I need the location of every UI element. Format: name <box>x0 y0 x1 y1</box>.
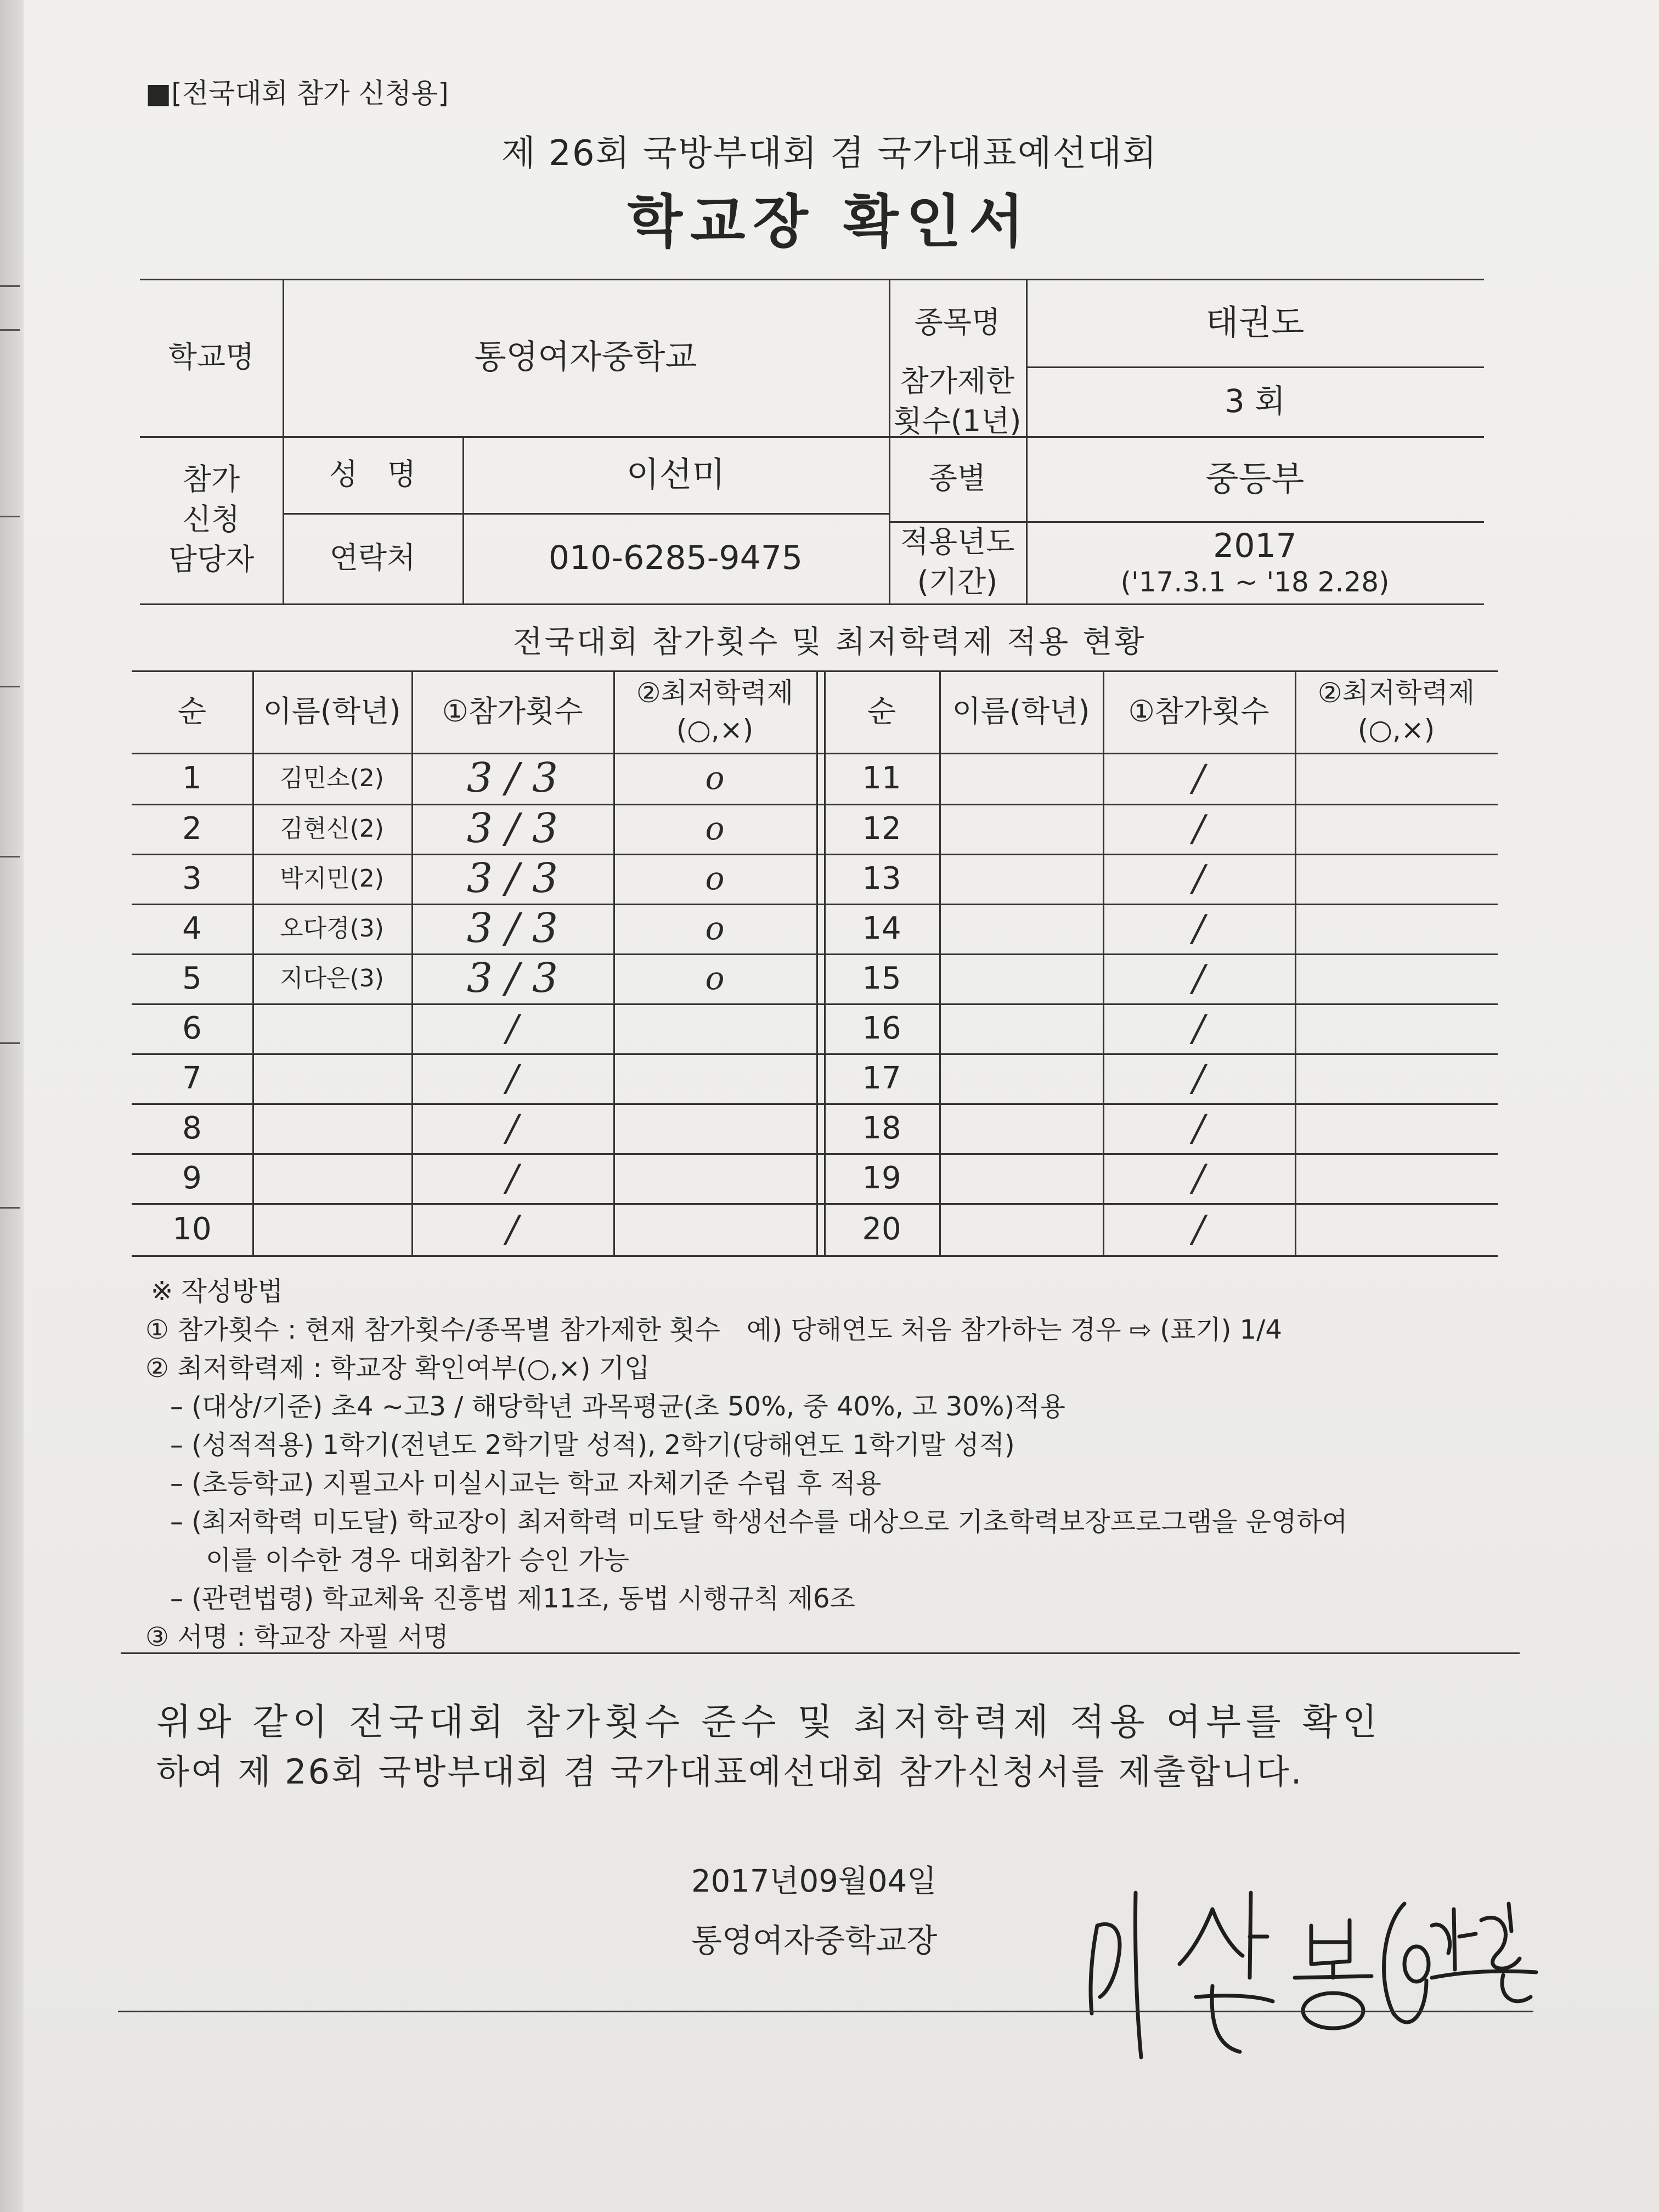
row-count: / <box>506 1057 519 1099</box>
row-seq: 13 <box>862 860 901 896</box>
row-seq: 10 <box>172 1211 212 1247</box>
declaration-line-1: 위와 같이 전국대회 참가횟수 준수 및 최저학력제 적용 여부를 확인 <box>156 1701 1383 1743</box>
row-seq: 14 <box>862 910 901 946</box>
row-seq: 19 <box>862 1160 901 1196</box>
school-name-label: 학교명 <box>168 340 255 375</box>
row-seq: 1 <box>182 760 202 796</box>
header-min-right <box>1295 670 1498 753</box>
row-count: / <box>506 1107 519 1149</box>
row-count: / <box>1192 957 1205 1000</box>
applicable-year-label <box>889 521 1026 603</box>
row-min <box>1295 854 1498 904</box>
applicant-name-label: 성 명 <box>329 456 416 492</box>
applicant-label-line-1: 참가 <box>182 462 240 497</box>
header-min-left-line-2: (○,×) <box>676 714 754 746</box>
row-count: 3 / 3 <box>466 804 558 852</box>
adjacent-page-edge <box>0 0 22 2212</box>
applicant-name-value: 이선미 <box>626 454 725 495</box>
row-name <box>939 1003 1103 1053</box>
row-min: o <box>705 910 725 947</box>
applicable-year: 2017 <box>1213 527 1297 565</box>
header-count-right: ①참가횟수 <box>1128 693 1269 729</box>
instruction-line-4: – (성적적용) 1학기(전년도 2학기말 성적), 2학기(당해연도 1학기말 성적) <box>170 1430 1015 1460</box>
row-seq: 17 <box>862 1060 901 1096</box>
participation-limit-label-line-2: 횟수(1년) <box>893 403 1022 438</box>
row-count: 3 / 3 <box>466 754 558 802</box>
row-seq: 9 <box>182 1160 202 1196</box>
event-label: 종목명 <box>914 304 1001 340</box>
participation-limit-label-line-1: 참가제한 <box>900 363 1015 398</box>
header-min-right-line-1: ②최저학력제 <box>1317 676 1475 709</box>
row-name: 오다경(3) <box>280 914 384 943</box>
instruction-line-9: ③ 서명 : 학교장 자필 서명 <box>145 1622 449 1652</box>
row-min <box>1295 804 1498 854</box>
row-seq: 4 <box>182 910 202 946</box>
header-min-left <box>613 670 816 753</box>
instruction-line-5: – (초등학교) 지필고사 미실시교는 학교 자체기준 수립 후 적용 <box>170 1468 882 1499</box>
header-name-left: 이름(학년) <box>263 693 401 729</box>
row-count: / <box>506 1156 519 1199</box>
row-seq: 15 <box>862 960 901 996</box>
row-name <box>939 854 1103 904</box>
row-count: / <box>506 1207 519 1250</box>
row-min <box>613 1203 816 1255</box>
row-seq: 6 <box>182 1010 202 1046</box>
row-seq: 7 <box>182 1060 202 1096</box>
row-seq: 3 <box>182 860 202 896</box>
row-min <box>1295 953 1498 1003</box>
document-title: 학교장 확인서 <box>627 188 1032 255</box>
header-seq-right: 순 <box>867 693 896 729</box>
instruction-line-2: ② 최저학력제 : 학교장 확인여부(○,×) 기입 <box>145 1353 650 1384</box>
header-min-right-line-2: (○,×) <box>1357 714 1435 746</box>
row-seq: 8 <box>182 1110 202 1146</box>
row-name <box>252 1003 411 1053</box>
row-seq: 11 <box>862 760 901 796</box>
signature-date: 2017년09월04일 <box>691 1864 937 1899</box>
header-seq-left: 순 <box>177 693 207 729</box>
header-name-right: 이름(학년) <box>952 693 1090 729</box>
instruction-line-3: – (대상/기준) 초4 ~고3 / 해당학년 과목평균(초 50%, 중 40%, 고 30%)적용 <box>170 1391 1065 1422</box>
division-label: 종별 <box>928 461 986 496</box>
row-min <box>1295 753 1498 804</box>
row-name <box>939 1103 1103 1153</box>
row-min <box>1295 1153 1498 1203</box>
row-seq: 16 <box>862 1010 901 1046</box>
applicable-year-label-line-2: (기간) <box>917 565 998 599</box>
row-name <box>939 1053 1103 1103</box>
declaration-line-2: 하여 제 26회 국방부대회 겸 국가대표예선대회 참가신청서를 제출합니다. <box>156 1752 1304 1792</box>
row-seq: 20 <box>862 1211 901 1247</box>
row-name <box>939 904 1103 953</box>
bottom-divider <box>118 2011 1533 2012</box>
row-min <box>1295 1003 1498 1053</box>
contact-value: 010-6285-9475 <box>548 539 803 577</box>
division-value: 중등부 <box>1205 458 1305 499</box>
row-count: / <box>1192 1207 1205 1250</box>
divider <box>121 1652 1520 1654</box>
applicable-year-value <box>1026 521 1484 603</box>
instructions-heading: ※ 작성방법 <box>151 1276 283 1307</box>
instruction-line-7: 이를 이수한 경우 대회참가 승인 가능 <box>206 1545 629 1576</box>
row-name <box>939 1153 1103 1203</box>
applicant-label-line-3: 담당자 <box>168 541 255 577</box>
event-value: 태권도 <box>1205 302 1305 343</box>
contact-label: 연락처 <box>329 540 416 575</box>
instruction-line-8: – (관련법령) 학교체육 진흥법 제11조, 동법 시행규칙 제6조 <box>170 1583 855 1614</box>
applicant-label <box>140 436 283 603</box>
row-min <box>1295 904 1498 953</box>
applicant-label-line-2: 신청 <box>182 502 240 537</box>
row-count: / <box>1192 857 1205 900</box>
row-count: 3 / 3 <box>466 954 558 1002</box>
header-min-left-line-1: ②최저학력제 <box>636 676 794 709</box>
row-min <box>613 1003 816 1053</box>
row-min <box>613 1053 816 1103</box>
row-name <box>252 1103 411 1153</box>
row-count: / <box>1192 1057 1205 1099</box>
row-count: / <box>1192 757 1205 799</box>
row-name <box>252 1153 411 1203</box>
row-seq: 2 <box>182 810 202 847</box>
row-name: 박지민(2) <box>280 864 384 893</box>
participation-limit-label <box>889 363 1026 438</box>
handwritten-signature <box>1075 1860 1558 2068</box>
row-name <box>939 753 1103 804</box>
participation-limit-value: 3 회 <box>1224 382 1286 420</box>
row-count: 3 / 3 <box>466 854 558 902</box>
row-count: / <box>1192 807 1205 850</box>
row-count: / <box>1192 1156 1205 1199</box>
principal-title: 통영여자중학교장 <box>691 1922 938 1959</box>
row-name <box>252 1203 411 1255</box>
row-name <box>252 1053 411 1103</box>
row-name: 김민소(2) <box>280 764 384 792</box>
row-name <box>939 804 1103 854</box>
instruction-line-6: – (최저학력 미도달) 학교장이 최저학력 미도달 학생선수를 대상으로 기초학력보장프로그램을 운영하여 <box>170 1506 1348 1537</box>
row-min <box>613 1103 816 1153</box>
row-count: 3 / 3 <box>466 904 558 952</box>
row-count: / <box>506 1007 519 1049</box>
document-subtitle: 제 26회 국방부대회 겸 국가대표예선대회 <box>501 133 1158 174</box>
participation-status-title: 전국대회 참가횟수 및 최저학력제 적용 현황 <box>512 624 1147 660</box>
row-min: o <box>705 759 725 797</box>
row-name <box>939 953 1103 1003</box>
row-name <box>939 1203 1103 1255</box>
row-min <box>1295 1053 1498 1103</box>
row-count: / <box>1192 1007 1205 1049</box>
row-seq: 18 <box>862 1110 901 1146</box>
applicable-year-label-line-1: 적용년도 <box>900 524 1015 560</box>
instruction-line-1: ① 참가횟수 : 현재 참가횟수/종목별 참가제한 횟수 예) 당해연도 처음 참가하는 경우 ⇨ (표기) 1/4 <box>145 1314 1282 1345</box>
row-count: / <box>1192 1107 1205 1149</box>
form-tag: ■[전국대회 참가 신청용] <box>145 77 449 109</box>
applicable-period: ('17.3.1 ~ '18 2.28) <box>1120 566 1390 598</box>
row-min: o <box>705 960 725 997</box>
row-min: o <box>705 860 725 898</box>
row-min <box>613 1153 816 1203</box>
school-name-value: 통영여자중학교 <box>474 338 697 376</box>
row-seq: 12 <box>862 810 901 847</box>
row-min: o <box>705 810 725 848</box>
row-min <box>1295 1203 1498 1255</box>
row-seq: 5 <box>182 960 202 996</box>
row-name: 지다은(3) <box>280 964 384 992</box>
row-count: / <box>1192 907 1205 950</box>
header-count-left: ①참가횟수 <box>442 693 583 729</box>
row-name: 김현신(2) <box>280 814 384 843</box>
row-min <box>1295 1103 1498 1153</box>
